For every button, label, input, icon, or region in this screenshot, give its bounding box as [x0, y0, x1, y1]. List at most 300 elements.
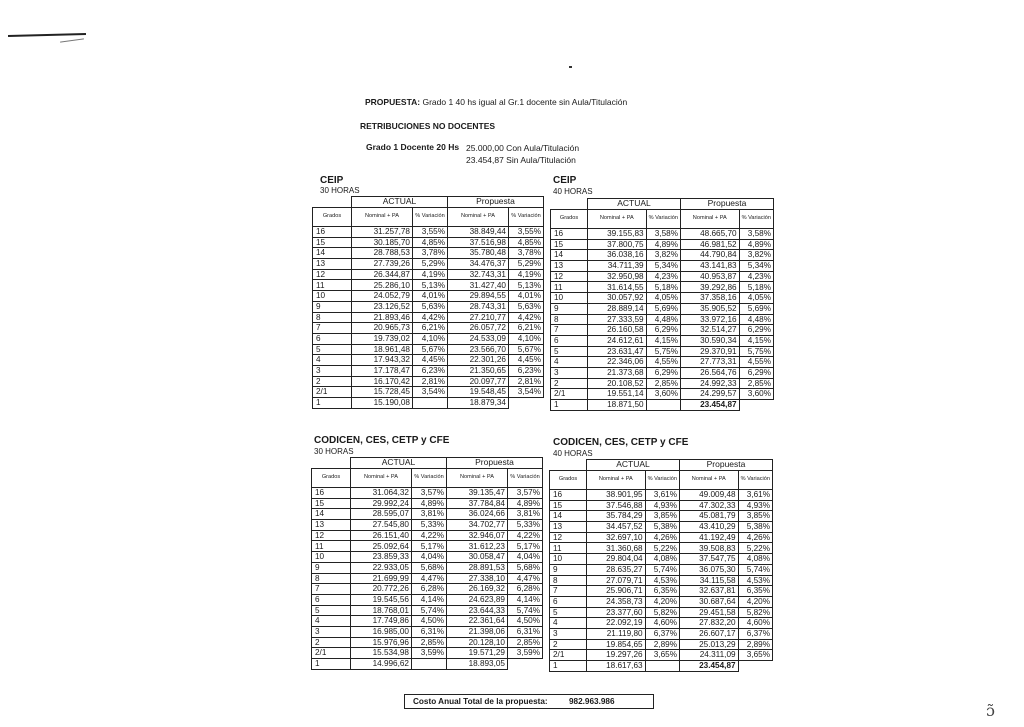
cell-nominal-actual: 18.617,63: [587, 661, 646, 672]
cell-variacion-propuesta: 4,05%: [739, 293, 773, 304]
cell-variacion-propuesta: 5,68%: [508, 562, 543, 573]
table-row: [550, 532, 773, 543]
cell-grado: 4: [312, 616, 351, 627]
cell-variacion-propuesta: 3,59%: [508, 648, 543, 659]
cell-grado: 4: [551, 357, 588, 368]
cell-variacion-actual: 6,31%: [412, 626, 447, 637]
table-row: [312, 552, 543, 563]
cell-nominal-actual: 21.893,46: [352, 312, 413, 323]
cell-grado: 13: [312, 520, 351, 531]
table-row: [312, 488, 543, 499]
cell-nominal-actual: 23.859,33: [351, 552, 412, 563]
cell-variacion-propuesta: 4,93%: [738, 500, 772, 511]
table-row: [551, 367, 774, 378]
column-header-nominal: Nominal + PA: [681, 210, 740, 229]
cell-variacion-actual: 5,74%: [645, 564, 679, 575]
cell-nominal-actual: 39.155,83: [588, 229, 647, 240]
cell-nominal-actual: 15.976,96: [351, 637, 412, 648]
cell-nominal-propuesta: 20.128,10: [447, 637, 508, 648]
cell-variacion-actual: 5,69%: [646, 303, 680, 314]
cell-variacion-propuesta: 6,23%: [509, 365, 544, 376]
cell-variacion-actual: 4,04%: [412, 552, 447, 563]
cell-grado: 8: [312, 573, 351, 584]
cell-variacion-actual: 5,29%: [413, 259, 448, 270]
cell-grado: 12: [313, 269, 352, 280]
header-actual: ACTUAL: [587, 460, 680, 471]
cell-variacion-propuesta: 3,78%: [509, 248, 544, 259]
cell-nominal-propuesta: 37.784,84: [447, 498, 508, 509]
cell-nominal-actual: 15.190,08: [352, 398, 413, 409]
cell-variacion-actual: 5,75%: [646, 346, 680, 357]
costo-label: Costo Anual Total de la propuesta:: [413, 697, 548, 706]
cell-nominal-propuesta: 43.410,29: [680, 522, 739, 533]
cell-grado: 8: [550, 575, 587, 586]
table-row: [313, 227, 544, 238]
cell-variacion-propuesta: 5,29%: [509, 259, 544, 270]
cell-variacion-actual: 2,81%: [413, 376, 448, 387]
cell-grado: 7: [551, 325, 588, 336]
cell-variacion-actual: 4,22%: [412, 530, 447, 541]
cell-variacion-propuesta: 4,20%: [738, 596, 772, 607]
header-propuesta: Propuesta: [681, 199, 774, 210]
table-row: [550, 639, 773, 650]
table-row: [551, 389, 774, 400]
table-row: [313, 259, 544, 270]
table-row: [550, 650, 773, 661]
cell-variacion-propuesta: 5,63%: [509, 301, 544, 312]
cell-grado: 9: [312, 562, 351, 573]
cell-grado: 3: [312, 626, 351, 637]
cell-nominal-actual: 17.749,86: [351, 616, 412, 627]
cell-variacion-propuesta: [738, 661, 772, 672]
table-row: [551, 325, 774, 336]
cell-nominal-propuesta: 27.210,77: [448, 312, 509, 323]
cell-nominal-actual: 38.901,95: [587, 490, 646, 501]
grado-label: Grado 1 Docente 20 Hs: [366, 142, 460, 152]
table-row: [312, 648, 543, 659]
cell-variacion-propuesta: 2,81%: [509, 376, 544, 387]
cell-nominal-actual: 14.996,62: [351, 659, 412, 670]
table-row: [312, 605, 543, 616]
cell-variacion-actual: 3,59%: [412, 648, 447, 659]
cell-variacion-propuesta: 5,38%: [738, 522, 772, 533]
cell-grado: 8: [313, 312, 352, 323]
cell-grado: 16: [312, 488, 351, 499]
cell-nominal-actual: 27.079,71: [587, 575, 646, 586]
section-title: CEIP: [320, 175, 344, 186]
cell-nominal-actual: 17.178,47: [352, 365, 413, 376]
cell-nominal-propuesta: 35.780,48: [448, 248, 509, 259]
salary-table-ceip-40: [550, 198, 774, 411]
cell-grado: 3: [551, 367, 588, 378]
cell-variacion-propuesta: 4,85%: [509, 237, 544, 248]
cell-nominal-actual: 27.333,59: [588, 314, 647, 325]
table-row: [550, 575, 773, 586]
cell-grado: 11: [551, 282, 588, 293]
cell-nominal-propuesta: 23.454,87: [681, 400, 740, 411]
column-header-variacion: % Variación: [509, 208, 544, 227]
table-row: [550, 490, 773, 501]
cell-nominal-propuesta: 19.571,29: [447, 648, 508, 659]
cell-nominal-propuesta: 40.953,87: [681, 271, 740, 282]
column-header-grados: Grados: [312, 469, 351, 488]
cell-grado: 16: [313, 227, 352, 238]
cell-grado: 9: [550, 564, 587, 575]
table-row: [550, 522, 773, 533]
cell-nominal-propuesta: 37.358,16: [681, 293, 740, 304]
table-row: [312, 637, 543, 648]
cell-nominal-actual: 18.871,50: [588, 400, 647, 411]
table-row: [313, 280, 544, 291]
cell-nominal-propuesta: 25.013,29: [680, 639, 739, 650]
table-row: [313, 312, 544, 323]
cell-variacion-actual: 6,29%: [646, 325, 680, 336]
section-hours: 40 HORAS: [553, 187, 593, 196]
cell-variacion-propuesta: 4,26%: [738, 532, 772, 543]
cell-nominal-propuesta: 38.849,44: [448, 227, 509, 238]
cell-variacion-propuesta: 3,82%: [739, 250, 773, 261]
cell-nominal-actual: 34.711,39: [588, 261, 647, 272]
cell-variacion-actual: 4,15%: [646, 335, 680, 346]
propuesta-label: PROPUESTA:: [365, 97, 421, 107]
cell-variacion-propuesta: 6,35%: [738, 586, 772, 597]
cell-variacion-actual: 3,57%: [412, 488, 447, 499]
table-row: [550, 661, 773, 672]
cell-nominal-propuesta: 24.533,09: [448, 333, 509, 344]
cell-variacion-actual: [645, 661, 679, 672]
cell-nominal-actual: 21.119,80: [587, 628, 646, 639]
cell-variacion-actual: 4,45%: [413, 355, 448, 366]
propuesta-text: Grado 1 40 hs igual al Gr.1 docente sin Aula/Titulación: [422, 97, 628, 107]
header-blank: [551, 199, 588, 210]
salary-table-ceip-30: [312, 196, 544, 409]
cell-grado: 2/1: [312, 648, 351, 659]
cell-nominal-propuesta: 34.476,37: [448, 259, 509, 270]
cell-nominal-actual: 32.697,10: [587, 532, 646, 543]
cell-grado: 12: [550, 532, 587, 543]
column-header-variacion: % Variación: [646, 210, 680, 229]
cell-variacion-propuesta: 4,42%: [509, 312, 544, 323]
cell-nominal-actual: 35.784,29: [587, 511, 646, 522]
cell-variacion-propuesta: 2,89%: [738, 639, 772, 650]
cell-nominal-propuesta: 18.893,05: [447, 659, 508, 670]
cell-nominal-propuesta: 32.637,81: [680, 586, 739, 597]
cell-nominal-actual: 31.064,32: [351, 488, 412, 499]
cell-variacion-actual: 5,82%: [645, 607, 679, 618]
cell-nominal-actual: 26.344,87: [352, 269, 413, 280]
cell-variacion-actual: 5,18%: [646, 282, 680, 293]
column-header-variacion: % Variación: [412, 469, 447, 488]
cell-nominal-actual: 19.545,56: [351, 594, 412, 605]
cell-nominal-actual: 27.545,80: [351, 520, 412, 531]
cell-nominal-actual: 25.906,71: [587, 586, 646, 597]
cell-variacion-actual: [412, 659, 447, 670]
cell-grado: 1: [313, 398, 352, 409]
cell-variacion-propuesta: 4,89%: [739, 239, 773, 250]
cell-variacion-propuesta: 3,58%: [739, 229, 773, 240]
cell-variacion-propuesta: 4,89%: [508, 498, 543, 509]
cell-variacion-actual: 5,33%: [412, 520, 447, 531]
cell-variacion-propuesta: [509, 398, 544, 409]
table-row: [550, 500, 773, 511]
cell-variacion-propuesta: 3,85%: [738, 511, 772, 522]
cell-variacion-propuesta: [739, 400, 773, 411]
cell-grado: 1: [312, 659, 351, 670]
cell-nominal-propuesta: 26.607,17: [680, 628, 739, 639]
cell-variacion-propuesta: 5,69%: [739, 303, 773, 314]
cell-grado: 9: [551, 303, 588, 314]
cell-nominal-propuesta: 36.024,66: [447, 509, 508, 520]
cell-nominal-actual: 16.985,00: [351, 626, 412, 637]
cell-nominal-propuesta: 43.141,83: [681, 261, 740, 272]
sin-aula-value: 23.454,87 Sin Aula/Titulación: [466, 155, 576, 165]
cell-grado: 10: [312, 552, 351, 563]
section-hours: 40 HORAS: [553, 449, 593, 458]
cell-variacion-propuesta: 5,82%: [738, 607, 772, 618]
table-row: [550, 618, 773, 629]
cell-nominal-actual: 20.108,52: [588, 378, 647, 389]
cell-nominal-propuesta: 22.301,26: [448, 355, 509, 366]
section-title: CODICEN, CES, CETP y CFE: [314, 435, 450, 446]
cell-grado: 4: [313, 355, 352, 366]
cell-nominal-propuesta: 48.665,70: [681, 229, 740, 240]
cell-nominal-propuesta: 24.299,57: [681, 389, 740, 400]
table-row: [312, 509, 543, 520]
cell-nominal-actual: 23.377,60: [587, 607, 646, 618]
cell-variacion-actual: 3,60%: [646, 389, 680, 400]
cell-grado: 7: [313, 323, 352, 334]
cell-variacion-propuesta: 4,23%: [739, 271, 773, 282]
table-row: [551, 261, 774, 272]
table-row: [550, 543, 773, 554]
cell-variacion-actual: 4,08%: [645, 554, 679, 565]
cell-variacion-propuesta: 4,08%: [738, 554, 772, 565]
cell-grado: 6: [550, 596, 587, 607]
retribuciones-heading: RETRIBUCIONES NO DOCENTES: [360, 121, 496, 131]
cell-variacion-actual: 6,21%: [413, 323, 448, 334]
cell-nominal-propuesta: 23.454,87: [680, 661, 739, 672]
cell-variacion-actual: 2,85%: [412, 637, 447, 648]
cell-nominal-actual: 26.160,58: [588, 325, 647, 336]
cell-variacion-actual: 3,54%: [413, 387, 448, 398]
cell-grado: 13: [550, 522, 587, 533]
cell-grado: 5: [313, 344, 352, 355]
table-row: [551, 335, 774, 346]
table-row: [312, 520, 543, 531]
cell-variacion-actual: 4,01%: [413, 291, 448, 302]
table-row: [550, 564, 773, 575]
table-row: [312, 584, 543, 595]
cell-nominal-propuesta: 34.702,77: [447, 520, 508, 531]
con-aula-value: 25.000,00 Con Aula/Titulación: [466, 143, 580, 153]
cell-variacion-actual: 4,89%: [646, 239, 680, 250]
cell-variacion-propuesta: 4,60%: [738, 618, 772, 629]
cell-variacion-propuesta: 4,48%: [739, 314, 773, 325]
cell-grado: 1: [550, 661, 587, 672]
cell-grado: 13: [313, 259, 352, 270]
cell-nominal-actual: 24.358,73: [587, 596, 646, 607]
column-header-nominal: Nominal + PA: [588, 210, 647, 229]
table-row: [551, 282, 774, 293]
cell-nominal-propuesta: 34.115,58: [680, 575, 739, 586]
cell-grado: 3: [313, 365, 352, 376]
cell-grado: 9: [313, 301, 352, 312]
cell-nominal-propuesta: 18.879,34: [448, 398, 509, 409]
cell-grado: 4: [550, 618, 587, 629]
cell-nominal-propuesta: 35.905,52: [681, 303, 740, 314]
cell-grado: 6: [312, 594, 351, 605]
table-row: [313, 365, 544, 376]
cell-variacion-actual: 5,68%: [412, 562, 447, 573]
section-hours: 30 HORAS: [314, 447, 354, 456]
table-row: [551, 239, 774, 250]
cell-nominal-propuesta: 26.564,76: [681, 367, 740, 378]
cell-nominal-actual: 20.965,73: [352, 323, 413, 334]
cell-variacion-actual: [413, 398, 448, 409]
cell-nominal-actual: 17.943,32: [352, 355, 413, 366]
cell-grado: 6: [313, 333, 352, 344]
cell-nominal-propuesta: 37.547,75: [680, 554, 739, 565]
cell-variacion-propuesta: 4,50%: [508, 616, 543, 627]
table-row: [550, 511, 773, 522]
cell-variacion-propuesta: 6,37%: [738, 628, 772, 639]
cell-variacion-actual: 5,74%: [412, 605, 447, 616]
propuesta-line: [365, 97, 627, 107]
cell-variacion-propuesta: 4,53%: [738, 575, 772, 586]
cell-variacion-propuesta: 4,14%: [508, 594, 543, 605]
cell-variacion-actual: 6,35%: [645, 586, 679, 597]
cell-variacion-propuesta: 4,45%: [509, 355, 544, 366]
table-row: [550, 554, 773, 565]
cell-variacion-actual: 5,22%: [645, 543, 679, 554]
cell-nominal-propuesta: 28.743,31: [448, 301, 509, 312]
cell-grado: 11: [313, 280, 352, 291]
cell-nominal-actual: 25.286,10: [352, 280, 413, 291]
column-header-variacion: % Variación: [413, 208, 448, 227]
cell-grado: 2: [313, 376, 352, 387]
cell-variacion-propuesta: 4,55%: [739, 357, 773, 368]
cell-variacion-propuesta: 3,57%: [508, 488, 543, 499]
cell-grado: 2/1: [550, 650, 587, 661]
cell-nominal-actual: 29.804,04: [587, 554, 646, 565]
column-header-nominal: Nominal + PA: [448, 208, 509, 227]
table-row: [313, 376, 544, 387]
cell-grado: 15: [313, 237, 352, 248]
cell-variacion-actual: 3,78%: [413, 248, 448, 259]
cell-variacion-propuesta: 3,81%: [508, 509, 543, 520]
table-row: [551, 250, 774, 261]
cell-nominal-propuesta: 27.773,31: [681, 357, 740, 368]
cell-variacion-propuesta: 5,74%: [738, 564, 772, 575]
table-row: [551, 303, 774, 314]
cell-variacion-propuesta: 4,04%: [508, 552, 543, 563]
cell-grado: 2/1: [551, 389, 588, 400]
cell-variacion-actual: 4,47%: [412, 573, 447, 584]
cell-nominal-propuesta: 39.135,47: [447, 488, 508, 499]
table-row: [313, 398, 544, 409]
cell-nominal-actual: 36.038,16: [588, 250, 647, 261]
column-header-grados: Grados: [550, 471, 587, 490]
cell-variacion-actual: 4,14%: [412, 594, 447, 605]
table-row: [551, 229, 774, 240]
table-row: [312, 626, 543, 637]
scan-artifact-line: [8, 33, 86, 37]
cell-variacion-propuesta: 4,15%: [739, 335, 773, 346]
section-title: CODICEN, CES, CETP y CFE: [553, 437, 689, 448]
cell-variacion-propuesta: 3,65%: [738, 650, 772, 661]
cell-nominal-actual: 30.185,70: [352, 237, 413, 248]
cell-nominal-actual: 18.961,48: [352, 344, 413, 355]
cell-variacion-actual: 4,93%: [645, 500, 679, 511]
cell-variacion-propuesta: 4,10%: [509, 333, 544, 344]
cell-grado: 16: [550, 490, 587, 501]
cell-nominal-propuesta: 32.946,07: [447, 530, 508, 541]
cell-nominal-propuesta: 44.790,84: [681, 250, 740, 261]
table-row: [312, 659, 543, 670]
cell-grado: 1: [551, 400, 588, 411]
scan-artifact-dot: [569, 66, 572, 68]
cell-grado: 2: [551, 378, 588, 389]
section-title: CEIP: [553, 175, 577, 186]
cell-grado: 15: [312, 498, 351, 509]
cell-grado: 7: [550, 586, 587, 597]
cell-variacion-actual: 3,61%: [645, 490, 679, 501]
cell-variacion-propuesta: 5,18%: [739, 282, 773, 293]
table-row: [312, 530, 543, 541]
header-blank: [313, 197, 352, 208]
cell-nominal-actual: 34.457,52: [587, 522, 646, 533]
cell-variacion-actual: 3,81%: [412, 509, 447, 520]
table-row: [313, 269, 544, 280]
table-row: [550, 628, 773, 639]
header-actual: ACTUAL: [351, 458, 447, 469]
column-header-nominal: Nominal + PA: [680, 471, 739, 490]
cell-variacion-propuesta: [508, 659, 543, 670]
cell-nominal-propuesta: 24.623,89: [447, 594, 508, 605]
salary-table-codicen-30: [311, 457, 543, 670]
cell-nominal-propuesta: 22.361,64: [447, 616, 508, 627]
cell-nominal-propuesta: 30.590,34: [681, 335, 740, 346]
cell-variacion-actual: [646, 400, 680, 411]
header-propuesta: Propuesta: [447, 458, 543, 469]
cell-variacion-propuesta: 3,54%: [509, 387, 544, 398]
cell-nominal-actual: 31.360,68: [587, 543, 646, 554]
header-actual: ACTUAL: [352, 197, 448, 208]
cell-variacion-propuesta: 2,85%: [739, 378, 773, 389]
column-header-nominal: Nominal + PA: [352, 208, 413, 227]
cell-variacion-propuesta: 5,74%: [508, 605, 543, 616]
cell-nominal-propuesta: 21.350,65: [448, 365, 509, 376]
table-row: [551, 293, 774, 304]
cell-nominal-actual: 27.739,26: [352, 259, 413, 270]
cell-nominal-propuesta: 46.981,52: [681, 239, 740, 250]
cell-nominal-propuesta: 41.192,49: [680, 532, 739, 543]
cell-grado: 8: [551, 314, 588, 325]
cell-variacion-actual: 4,42%: [413, 312, 448, 323]
cell-nominal-actual: 19.739,02: [352, 333, 413, 344]
table-row: [551, 346, 774, 357]
cell-nominal-actual: 37.800,75: [588, 239, 647, 250]
cell-variacion-actual: 6,28%: [412, 584, 447, 595]
cell-variacion-propuesta: 5,17%: [508, 541, 543, 552]
cell-variacion-propuesta: 3,60%: [739, 389, 773, 400]
cell-variacion-actual: 3,85%: [645, 511, 679, 522]
table-row: [551, 357, 774, 368]
cell-grado: 2/1: [313, 387, 352, 398]
cell-grado: 14: [312, 509, 351, 520]
cell-nominal-propuesta: 39.508,83: [680, 543, 739, 554]
table-row: [313, 248, 544, 259]
